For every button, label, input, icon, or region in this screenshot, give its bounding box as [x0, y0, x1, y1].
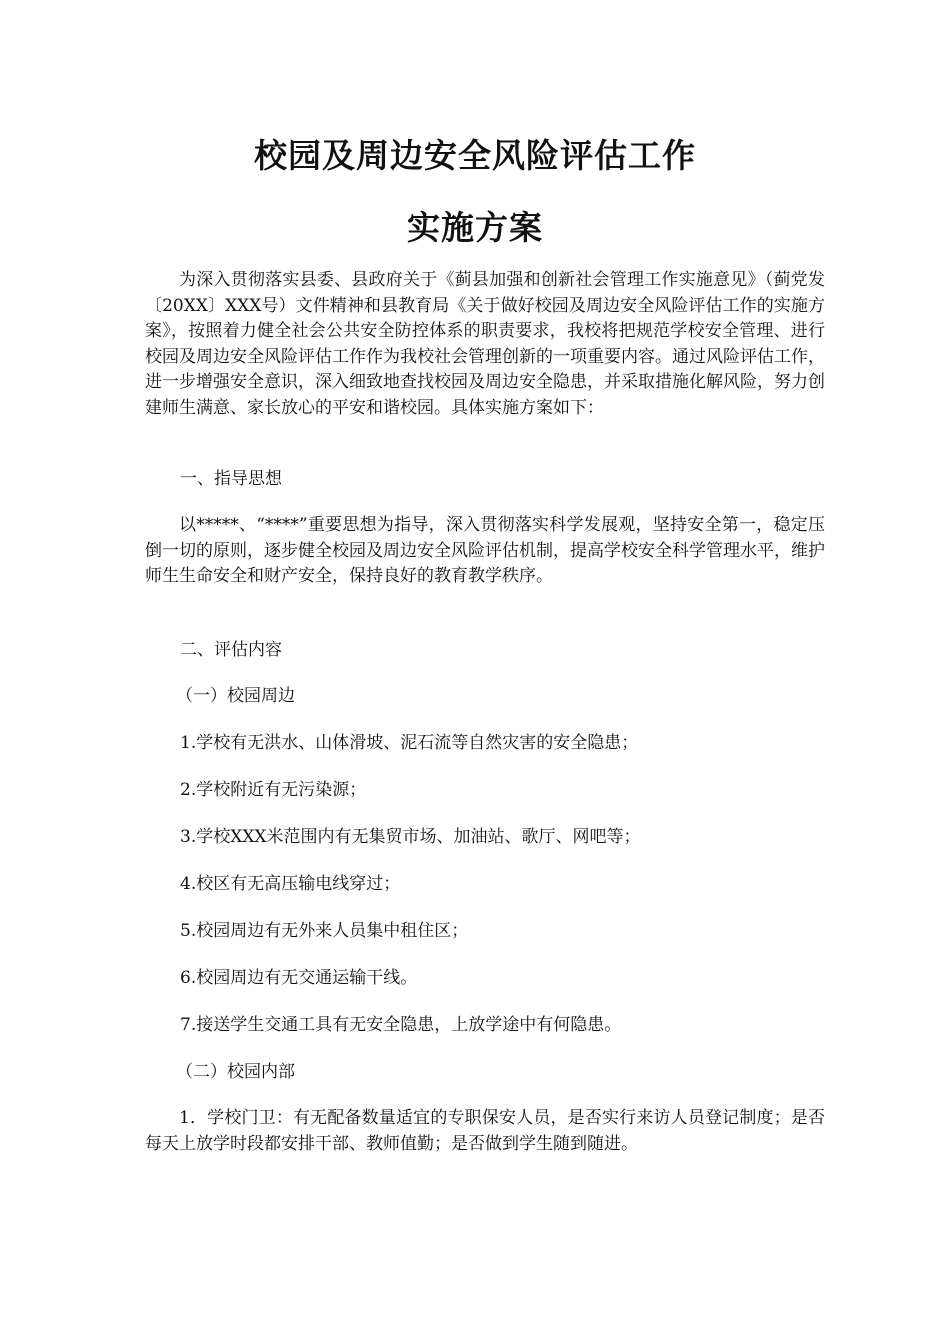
list-item: 3.学校XXX米范围内有无集贸市场、加油站、歌厅、网吧等；	[180, 827, 641, 847]
list-item: 6.校园周边有无交通运输干线。	[180, 968, 418, 988]
list-item: 4.校区有无高压输电线穿过；	[180, 874, 401, 894]
document-title-line2: 实施方案	[407, 208, 543, 247]
list-item: 1.学校有无洪水、山体滑坡、泥石流等自然灾害的安全隐患；	[180, 733, 639, 753]
section1-heading: 一、指导思想	[180, 469, 282, 489]
list-item: 5.校园周边有无外来人员集中租住区；	[180, 921, 469, 941]
subsection2-item1-paragraph: 1．学校门卫：有无配备数量适宜的专职保安人员，是否实行来访人员登记制度；是否每天上放学时段都安排干部、教师值勤；是否做到学生随到随进。	[145, 1108, 825, 1154]
list-item: 7.接送学生交通工具有无安全隐患，上放学途中有何隐患。	[180, 1015, 622, 1035]
subsection2-heading: （二）校园内部	[176, 1062, 295, 1082]
document-title-line1: 校园及周边安全风险评估工作	[254, 136, 696, 175]
section1-paragraph: 以*****、“****”重要思想为指导，深入贯彻落实科学发展观，坚持安全第一，稳定压倒一切的原则，逐步健全校园及周边安全风险评估机制，提高学校安全科学管理水平，维护师生生命安全和财产安全，保持良好的教育教学秩序。	[145, 515, 825, 586]
list-item: 2.学校附近有无污染源；	[180, 780, 367, 800]
subsection1-heading: （一）校园周边	[176, 686, 295, 706]
section2-heading: 二、评估内容	[180, 640, 282, 660]
intro-paragraph: 为深入贯彻落实县委、县政府关于《蓟县加强和创新社会管理工作实施意见》（蓟党发〔20XX〕XXX号）文件精神和县教育局《关于做好校园及周边安全风险评估工作的实施方案》，按照着力健全社会公共安全防控体系的职责要求，我校将把规范学校安全管理、进行校园及周边安全风险评估工作作为我校社会管理创新的一项重要内容。通过风险评估工作，进一步增强安全意识，深入细致地查找校园及周边安全隐患，并采取措施化解风险，努力创建师生满意、家长放心的平安和谐校园。具体实施方案如下：	[145, 270, 825, 418]
